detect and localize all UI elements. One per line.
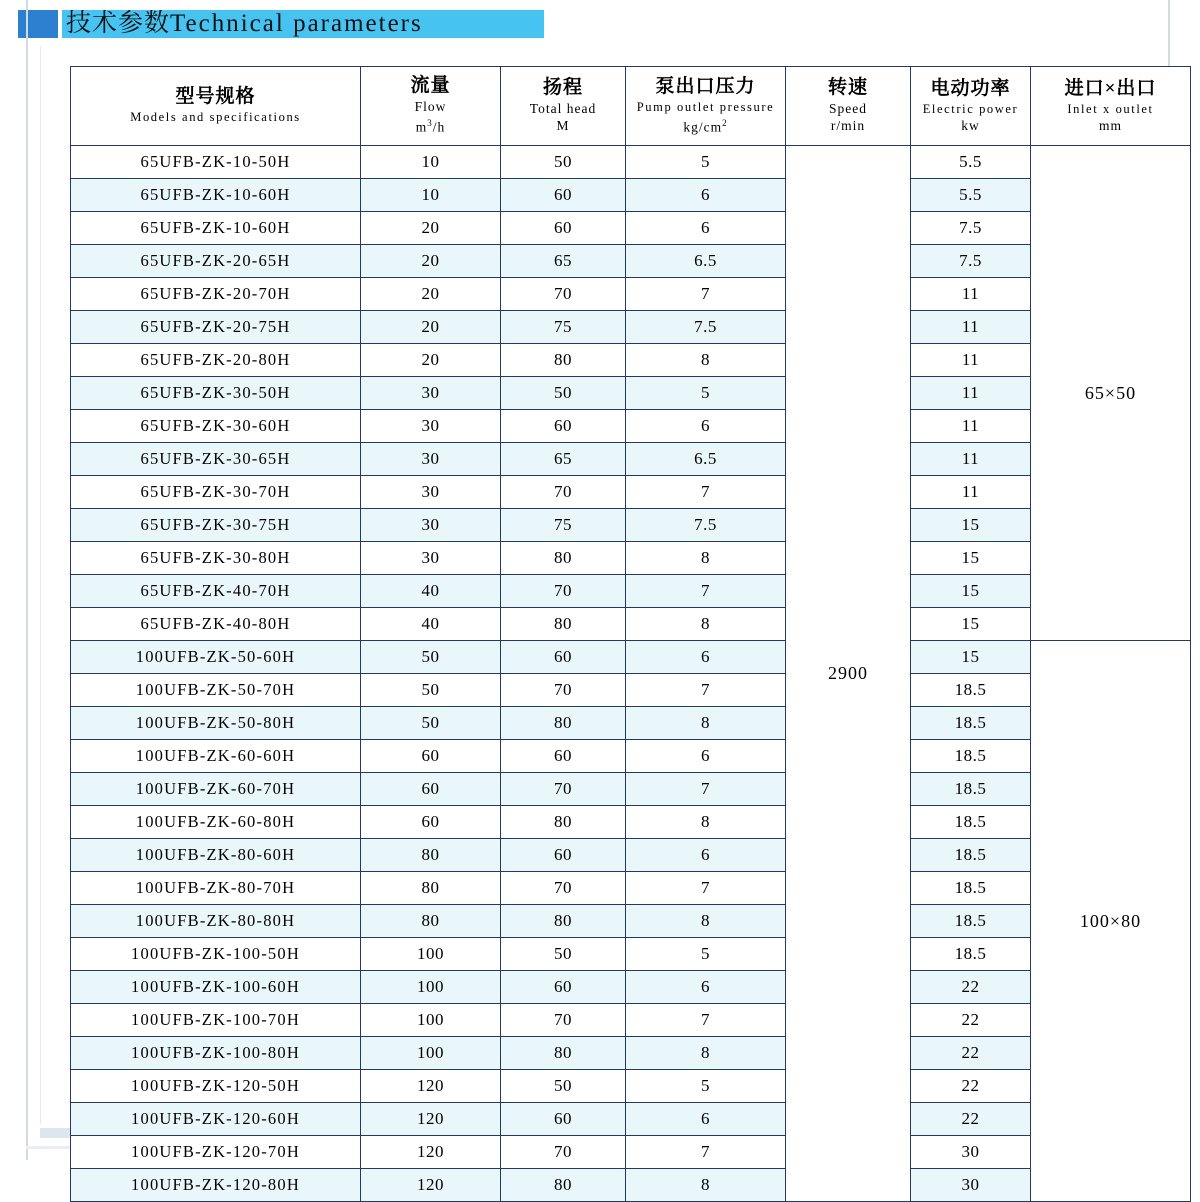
cell-power: 22: [911, 1004, 1031, 1037]
table-row: [71, 146, 1191, 179]
cell-power: 11: [911, 443, 1031, 476]
cell-flow: 20: [361, 278, 501, 311]
cell-model: 100UFB-ZK-50-70H: [71, 674, 361, 707]
cell-head: 60: [501, 839, 626, 872]
cell-power: 18.5: [911, 938, 1031, 971]
cell-head: 50: [501, 377, 626, 410]
cell-model: 100UFB-ZK-50-80H: [71, 707, 361, 740]
cell-pressure: 6: [626, 740, 786, 773]
cell-head: 80: [501, 905, 626, 938]
cell-flow: 30: [361, 509, 501, 542]
cell-flow: 80: [361, 905, 501, 938]
cell-flow: 100: [361, 1004, 501, 1037]
cell-pressure: 6: [626, 641, 786, 674]
cell-head: 60: [501, 971, 626, 1004]
cell-flow: 10: [361, 146, 501, 179]
cell-head: 50: [501, 938, 626, 971]
technical-parameters-table: [70, 66, 1191, 1202]
cell-model: 100UFB-ZK-50-60H: [71, 641, 361, 674]
table-row: [71, 1169, 1191, 1202]
banner-accent-bar: [18, 10, 58, 38]
cell-model: 100UFB-ZK-120-80H: [71, 1169, 361, 1202]
cell-pressure: 6: [626, 410, 786, 443]
page-frame-left: [26, 0, 28, 1160]
cell-flow: 20: [361, 245, 501, 278]
cell-head: 65: [501, 245, 626, 278]
cell-pressure: 7: [626, 575, 786, 608]
cell-power: 11: [911, 278, 1031, 311]
cell-model: 65UFB-ZK-30-65H: [71, 443, 361, 476]
table-row: [71, 344, 1191, 377]
cell-model: 100UFB-ZK-60-70H: [71, 773, 361, 806]
table-row: [71, 1070, 1191, 1103]
cell-pressure: 7: [626, 278, 786, 311]
cell-model: 65UFB-ZK-20-75H: [71, 311, 361, 344]
cell-pressure: 7: [626, 872, 786, 905]
cell-model: 65UFB-ZK-30-70H: [71, 476, 361, 509]
cell-head: 75: [501, 311, 626, 344]
cell-model: 100UFB-ZK-80-80H: [71, 905, 361, 938]
cell-power: 18.5: [911, 872, 1031, 905]
table-row: [71, 1103, 1191, 1136]
cell-pressure: 8: [626, 806, 786, 839]
cell-flow: 10: [361, 179, 501, 212]
cell-model: 65UFB-ZK-30-80H: [71, 542, 361, 575]
table-row: [71, 509, 1191, 542]
cell-power: 15: [911, 542, 1031, 575]
table-row: [71, 872, 1191, 905]
table-row: [71, 707, 1191, 740]
cell-power: 7.5: [911, 212, 1031, 245]
cell-head: 70: [501, 674, 626, 707]
cell-flow: 50: [361, 707, 501, 740]
cell-flow: 20: [361, 311, 501, 344]
cell-power: 30: [911, 1136, 1031, 1169]
cell-power: 18.5: [911, 740, 1031, 773]
cell-pressure: 5: [626, 377, 786, 410]
cell-pressure: 6: [626, 212, 786, 245]
cell-inlet-outlet: 65×50: [1031, 146, 1191, 641]
table-row: [71, 179, 1191, 212]
cell-flow: 100: [361, 1037, 501, 1070]
cell-model: 65UFB-ZK-40-70H: [71, 575, 361, 608]
cell-pressure: 6.5: [626, 443, 786, 476]
table-row: [71, 839, 1191, 872]
table-row: [71, 674, 1191, 707]
cell-head: 70: [501, 575, 626, 608]
cell-model: 65UFB-ZK-10-60H: [71, 179, 361, 212]
cell-pressure: 7: [626, 773, 786, 806]
cell-model: 100UFB-ZK-60-80H: [71, 806, 361, 839]
cell-model: 100UFB-ZK-100-80H: [71, 1037, 361, 1070]
cell-head: 70: [501, 872, 626, 905]
cell-head: 80: [501, 542, 626, 575]
header-pressure-unit: $kg/cm^2$: [683, 117, 728, 135]
table-row: [71, 212, 1191, 245]
cell-flow: 120: [361, 1070, 501, 1103]
cell-power: 18.5: [911, 674, 1031, 707]
cell-head: 80: [501, 707, 626, 740]
cell-flow: 80: [361, 839, 501, 872]
cell-model: 100UFB-ZK-100-60H: [71, 971, 361, 1004]
cell-power: 18.5: [911, 773, 1031, 806]
cell-pressure: 6.5: [626, 245, 786, 278]
table-row: [71, 740, 1191, 773]
cell-power: 11: [911, 410, 1031, 443]
cell-model: 65UFB-ZK-30-75H: [71, 509, 361, 542]
page-title-en: Technical parameters: [170, 10, 423, 37]
cell-flow: 120: [361, 1169, 501, 1202]
cell-power: 18.5: [911, 707, 1031, 740]
cell-model: 100UFB-ZK-100-50H: [71, 938, 361, 971]
cell-flow: 60: [361, 773, 501, 806]
cell-power: 15: [911, 509, 1031, 542]
table-header: [71, 67, 1191, 146]
cell-flow: 50: [361, 674, 501, 707]
cell-pressure: 8: [626, 344, 786, 377]
cell-head: 80: [501, 1169, 626, 1202]
cell-inlet-outlet: 100×80: [1031, 641, 1191, 1202]
cell-flow: 20: [361, 212, 501, 245]
cell-head: 70: [501, 1136, 626, 1169]
cell-pressure: 8: [626, 608, 786, 641]
cell-head: 65: [501, 443, 626, 476]
cell-pressure: 7.5: [626, 509, 786, 542]
cell-head: 60: [501, 410, 626, 443]
spec-table-wrapper: [70, 66, 1170, 1202]
cell-pressure: 8: [626, 905, 786, 938]
cell-flow: 100: [361, 971, 501, 1004]
cell-pressure: 6: [626, 179, 786, 212]
table-row: [71, 806, 1191, 839]
table-row: [71, 377, 1191, 410]
cell-model: 100UFB-ZK-120-60H: [71, 1103, 361, 1136]
cell-power: 18.5: [911, 806, 1031, 839]
cell-flow: 60: [361, 740, 501, 773]
header-power: 电动功率 Electric power kw: [911, 67, 1031, 146]
cell-power: 30: [911, 1169, 1031, 1202]
page-frame-left-inner: [40, 46, 41, 1124]
cell-head: 70: [501, 1004, 626, 1037]
table-header-row: [71, 67, 1191, 146]
cell-pressure: 7.5: [626, 311, 786, 344]
table-row: [71, 245, 1191, 278]
cell-flow: 30: [361, 377, 501, 410]
cell-flow: 30: [361, 542, 501, 575]
table-row: [71, 971, 1191, 1004]
cell-pressure: 7: [626, 1004, 786, 1037]
table-row: [71, 278, 1191, 311]
cell-flow: 20: [361, 344, 501, 377]
cell-head: 80: [501, 1037, 626, 1070]
table-row: [71, 575, 1191, 608]
cell-model: 65UFB-ZK-30-50H: [71, 377, 361, 410]
cell-pressure: 5: [626, 146, 786, 179]
cell-pressure: 6: [626, 839, 786, 872]
page-title-cn: 技术参数: [66, 10, 171, 37]
cell-pressure: 5: [626, 938, 786, 971]
cell-head: 70: [501, 278, 626, 311]
cell-head: 80: [501, 806, 626, 839]
cell-power: 22: [911, 1037, 1031, 1070]
header-flow: 流量 Flow $m^3/h$: [361, 67, 501, 146]
cell-power: 5.5: [911, 146, 1031, 179]
cell-head: 60: [501, 179, 626, 212]
cell-model: 100UFB-ZK-80-60H: [71, 839, 361, 872]
cell-power: 22: [911, 1070, 1031, 1103]
cell-power: 15: [911, 641, 1031, 674]
cell-flow: 120: [361, 1103, 501, 1136]
cell-model: 65UFB-ZK-20-65H: [71, 245, 361, 278]
cell-model: 100UFB-ZK-100-70H: [71, 1004, 361, 1037]
header-inlet-outlet: 进口×出口 Inlet x outlet mm: [1031, 67, 1191, 146]
cell-pressure: 8: [626, 1037, 786, 1070]
cell-head: 60: [501, 212, 626, 245]
cell-speed: 2900: [786, 146, 911, 1202]
cell-model: 65UFB-ZK-10-50H: [71, 146, 361, 179]
header-head: 扬程 Total head M: [501, 67, 626, 146]
cell-pressure: 8: [626, 542, 786, 575]
cell-pressure: 8: [626, 707, 786, 740]
table-row: [71, 1037, 1191, 1070]
table-row: [71, 938, 1191, 971]
cell-power: 7.5: [911, 245, 1031, 278]
cell-power: 18.5: [911, 905, 1031, 938]
cell-power: 11: [911, 476, 1031, 509]
table-row: [71, 311, 1191, 344]
table-row: [71, 1004, 1191, 1037]
cell-model: 65UFB-ZK-40-80H: [71, 608, 361, 641]
cell-flow: 120: [361, 1136, 501, 1169]
header-flow-unit: $m^3/h$: [415, 118, 446, 135]
cell-pressure: 6: [626, 971, 786, 1004]
cell-flow: 50: [361, 641, 501, 674]
cell-pressure: 7: [626, 1136, 786, 1169]
cell-model: 100UFB-ZK-120-50H: [71, 1070, 361, 1103]
table-row: [71, 641, 1191, 674]
cell-flow: 30: [361, 476, 501, 509]
cell-head: 70: [501, 476, 626, 509]
cell-head: 60: [501, 740, 626, 773]
cell-pressure: 5: [626, 1070, 786, 1103]
header-speed: 转速 Speed r/min: [786, 67, 911, 146]
cell-power: 11: [911, 377, 1031, 410]
cell-flow: 40: [361, 575, 501, 608]
cell-model: 100UFB-ZK-80-70H: [71, 872, 361, 905]
cell-head: 70: [501, 773, 626, 806]
cell-flow: 30: [361, 443, 501, 476]
cell-pressure: 6: [626, 1103, 786, 1136]
cell-model: 100UFB-ZK-120-70H: [71, 1136, 361, 1169]
cell-model: 65UFB-ZK-20-80H: [71, 344, 361, 377]
cell-power: 18.5: [911, 839, 1031, 872]
cell-power: 15: [911, 575, 1031, 608]
cell-head: 50: [501, 146, 626, 179]
cell-pressure: 7: [626, 476, 786, 509]
table-row: [71, 542, 1191, 575]
cell-flow: 60: [361, 806, 501, 839]
cell-head: 80: [501, 608, 626, 641]
cell-pressure: 8: [626, 1169, 786, 1202]
table-row: [71, 410, 1191, 443]
cell-power: 22: [911, 1103, 1031, 1136]
table-row: [71, 905, 1191, 938]
table-row: [71, 443, 1191, 476]
table-row: [71, 1136, 1191, 1169]
cell-head: 80: [501, 344, 626, 377]
section-banner: [0, 0, 1200, 46]
cell-head: 60: [501, 641, 626, 674]
table-body: [71, 146, 1191, 1202]
cell-flow: 80: [361, 872, 501, 905]
cell-model: 65UFB-ZK-10-60H: [71, 212, 361, 245]
table-row: [71, 608, 1191, 641]
cell-flow: 40: [361, 608, 501, 641]
cell-power: 15: [911, 608, 1031, 641]
table-row: [71, 476, 1191, 509]
table-row: [71, 773, 1191, 806]
cell-power: 11: [911, 344, 1031, 377]
cell-head: 50: [501, 1070, 626, 1103]
cell-head: 75: [501, 509, 626, 542]
cell-model: 65UFB-ZK-20-70H: [71, 278, 361, 311]
cell-flow: 30: [361, 410, 501, 443]
cell-flow: 100: [361, 938, 501, 971]
cell-model: 100UFB-ZK-60-60H: [71, 740, 361, 773]
header-pressure: 泵出口压力 Pump outlet pressure $kg/cm^2$: [626, 67, 786, 146]
cell-power: 11: [911, 311, 1031, 344]
cell-head: 60: [501, 1103, 626, 1136]
header-model: 型号规格 Models and specifications: [71, 67, 361, 146]
cell-power: 5.5: [911, 179, 1031, 212]
cell-power: 22: [911, 971, 1031, 1004]
cell-pressure: 7: [626, 674, 786, 707]
page-title: [66, 9, 423, 39]
cell-model: 65UFB-ZK-30-60H: [71, 410, 361, 443]
